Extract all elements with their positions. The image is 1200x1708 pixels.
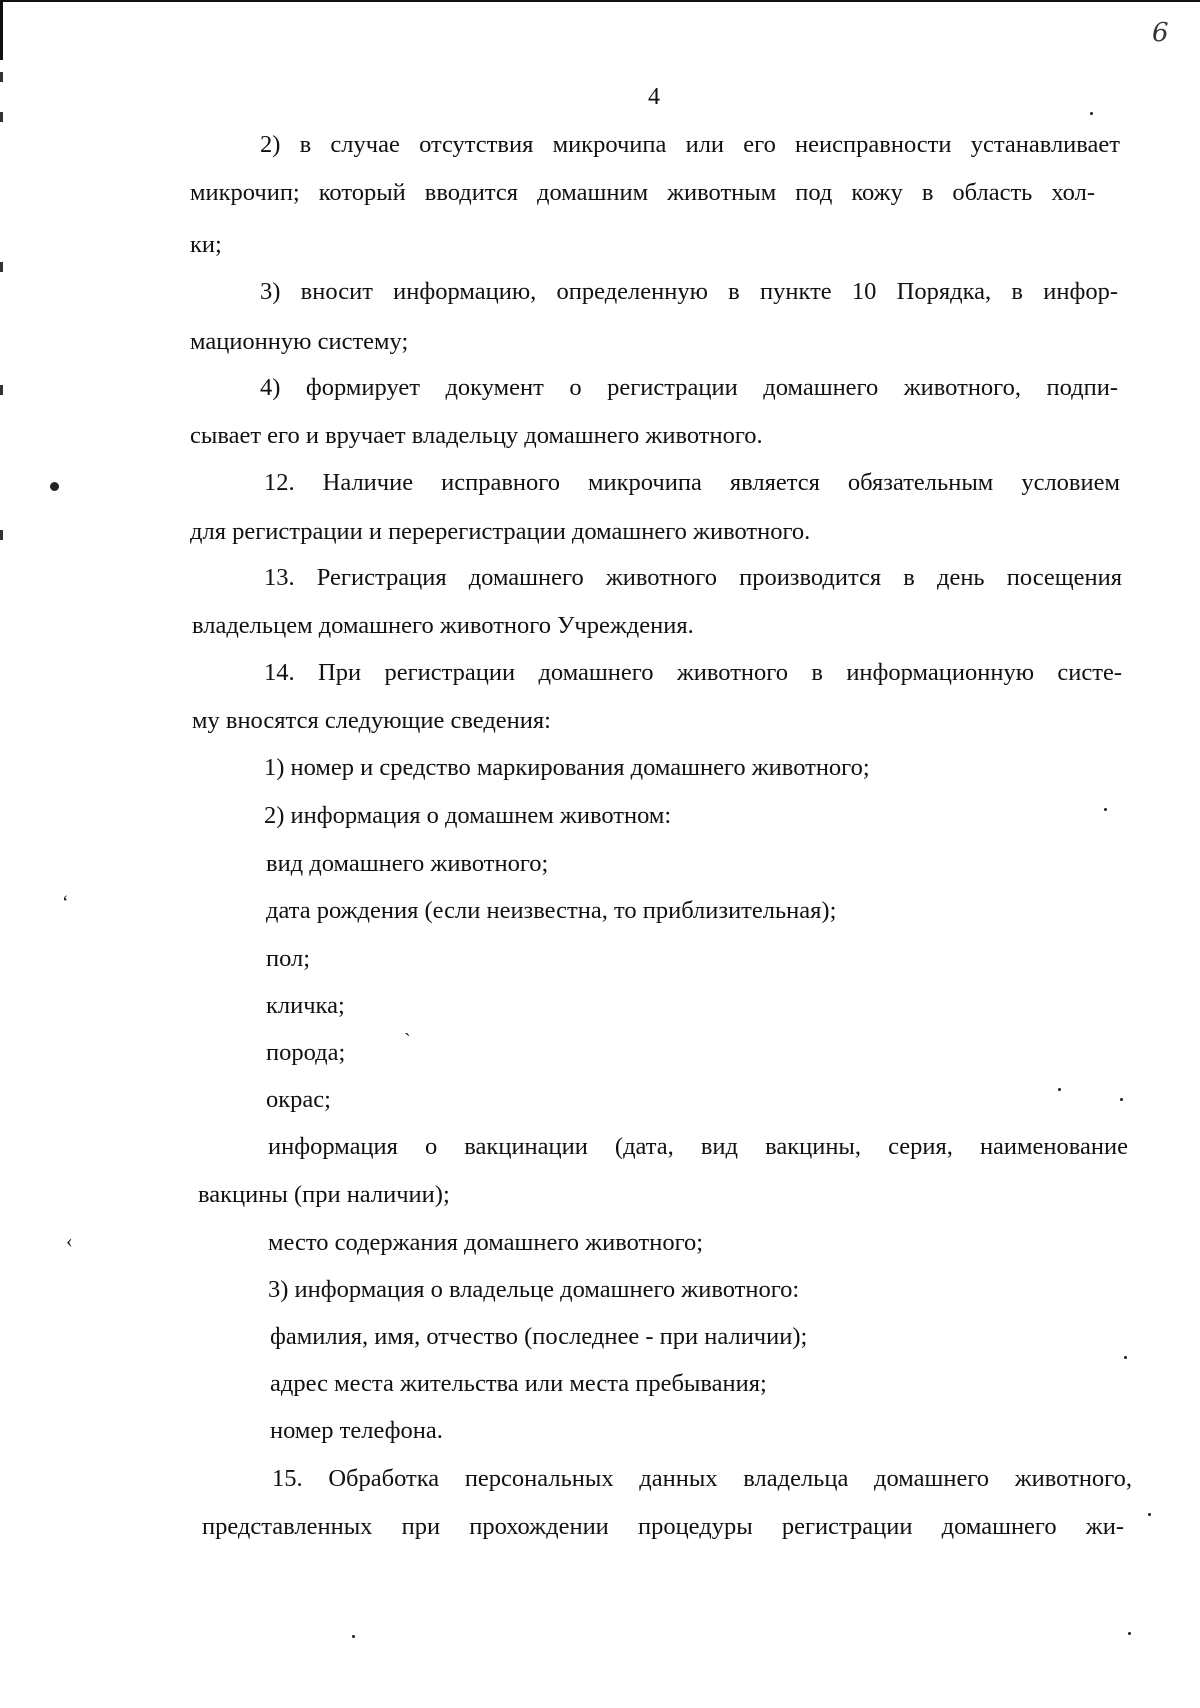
scan-mark (0, 72, 3, 82)
scan-border-top (0, 0, 1200, 2)
scan-mark: ` (404, 1030, 411, 1052)
text-line: окрас; (266, 1086, 331, 1113)
scan-speck (1128, 1632, 1131, 1635)
text-line: 2) в случае отсутствия микрочипа или его неисправности устанавливает (260, 131, 1120, 158)
text-line: кличка; (266, 992, 345, 1019)
text-line: 2) информация о домашнем животном: (264, 802, 672, 829)
text-line: мационную систему; (190, 328, 409, 355)
scan-speck (1148, 1513, 1151, 1516)
text-line: ки; (190, 231, 222, 258)
scan-mark (0, 262, 3, 272)
text-line: место содержания домашнего животного; (268, 1229, 704, 1256)
text-line: 12. Наличие исправного микрочипа является обязательным условием (264, 469, 1120, 496)
text-line: информация о вакцинации (дата, вид вакцины, серия, наименование (268, 1133, 1128, 1160)
text-line: вид домашнего животного; (266, 850, 549, 877)
corner-page-mark: 6 (1152, 18, 1169, 48)
text-line: 15. Обработка персональных данных владельца домашнего животного, (272, 1465, 1132, 1492)
scan-border-left (0, 0, 3, 60)
text-line: 3) информация о владельце домашнего животного: (268, 1276, 800, 1303)
text-line: 4) формирует документ о регистрации домашнего животного, подпи- (260, 374, 1118, 401)
text-line: 14. При регистрации домашнего животного в информационную систе- (264, 659, 1122, 686)
text-line: дата рождения (если неизвестна, то приблизительная); (266, 897, 837, 924)
scan-mark (0, 530, 3, 540)
text-line: фамилия, имя, отчество (последнее - при наличии); (270, 1323, 808, 1350)
scan-mark (0, 112, 3, 122)
scan-mark: ‹ (66, 1230, 73, 1252)
text-line: владельцем домашнего животного Учреждения. (192, 612, 694, 639)
scan-speck (352, 1635, 355, 1638)
text-line: микрочип; который вводится домашним животным под кожу в область хол- (190, 179, 1095, 206)
text-line: порода; (266, 1039, 346, 1066)
scan-speck (50, 482, 59, 491)
text-line: вакцины (при наличии); (198, 1181, 450, 1208)
scan-speck (1124, 1356, 1127, 1359)
scan-mark (0, 385, 3, 395)
scan-speck (1104, 808, 1107, 811)
text-line: 13. Регистрация домашнего животного производится в день посещения (264, 564, 1122, 591)
text-line: номер телефона. (270, 1417, 443, 1444)
page-number: 4 (648, 84, 660, 110)
text-line: 1) номер и средство маркирования домашнего животного; (264, 754, 870, 781)
text-line: 3) вносит информацию, определенную в пункте 10 Порядка, в инфор- (260, 278, 1118, 305)
text-line: му вносятся следующие сведения: (192, 707, 551, 734)
scan-speck (1120, 1098, 1123, 1101)
text-line: представленных при прохождении процедуры регистрации домашнего жи- (202, 1513, 1124, 1540)
scan-speck (1090, 112, 1093, 115)
text-line: пол; (266, 945, 311, 972)
text-line: адрес места жительства или места пребывания; (270, 1370, 767, 1397)
text-line: для регистрации и перерегистрации домашнего животного. (190, 518, 811, 545)
text-line: сывает его и вручает владельцу домашнего животного. (190, 422, 763, 449)
scan-speck (1058, 1088, 1061, 1091)
scan-mark: ʻ (62, 892, 69, 914)
